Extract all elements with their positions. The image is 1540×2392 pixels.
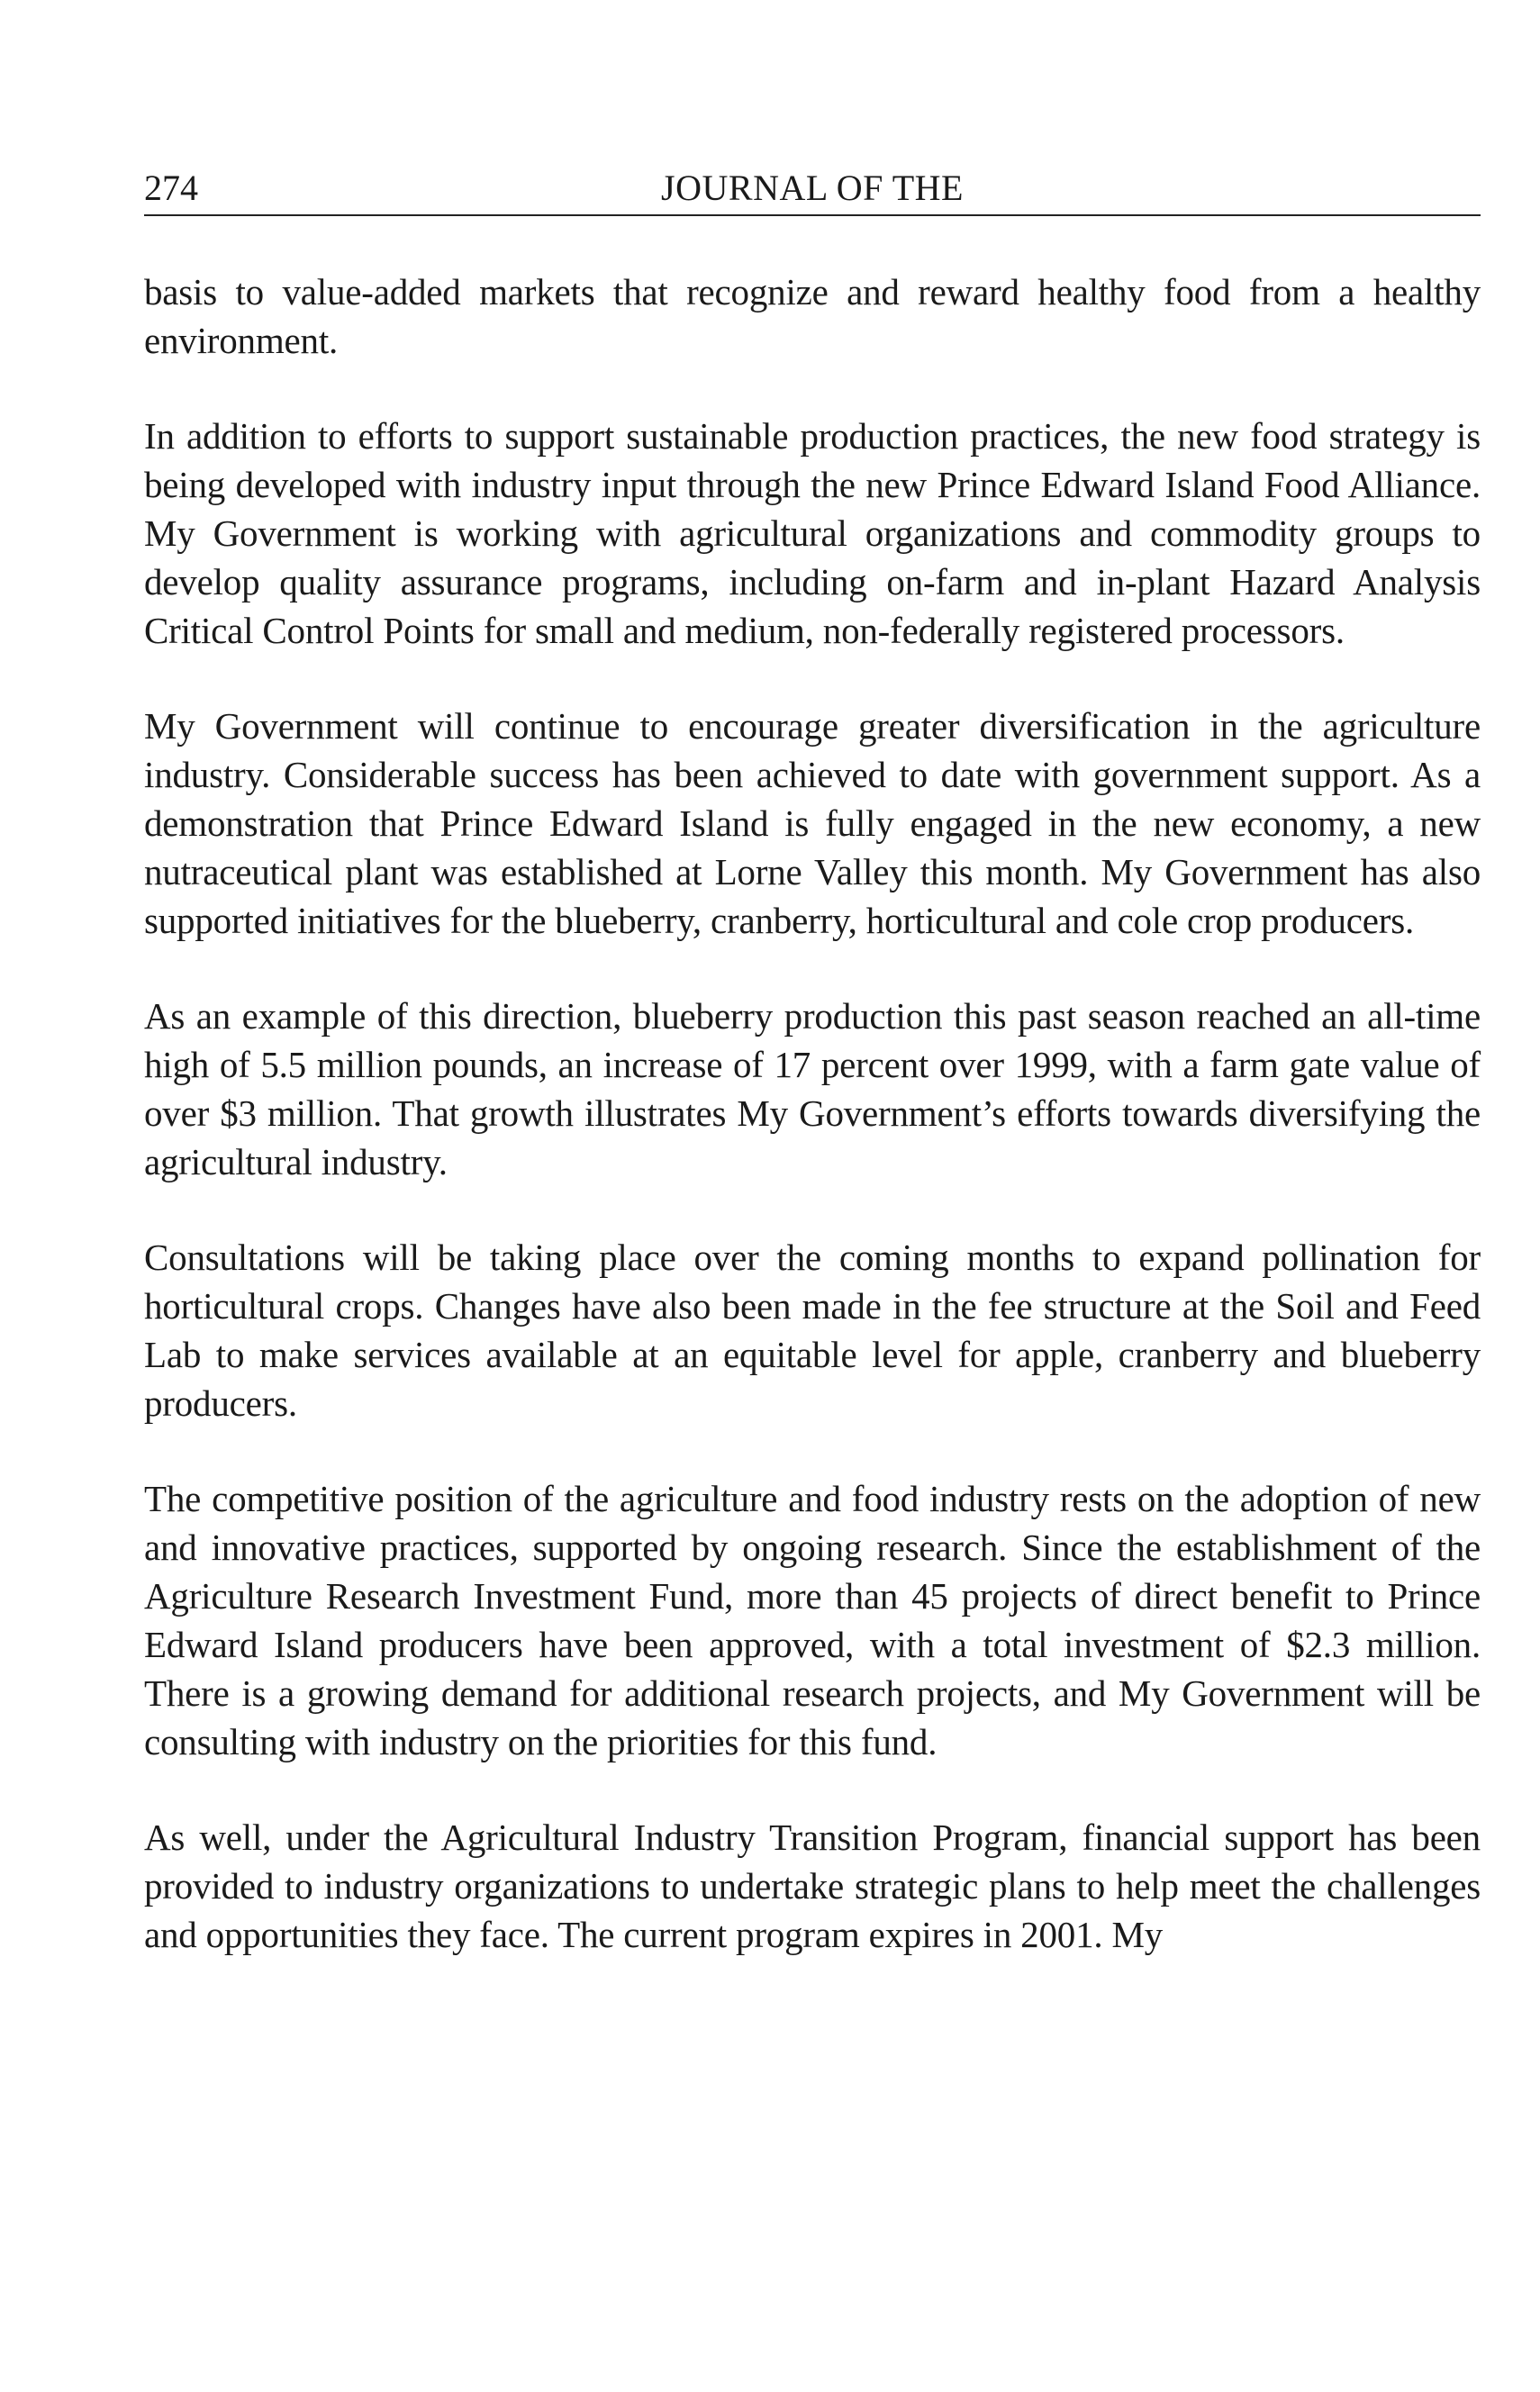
journal-title: JOURNAL OF THE xyxy=(661,168,964,208)
paragraph-continuation: basis to value-added markets that recognize and reward healthy food from a healthy environment. xyxy=(144,271,1481,361)
paragraph-diversification: My Government will continue to encourage greater diversification in the agriculture industry. Considerable success has been achieved to date with government support. As a demonstration that Prince Edward Island is fully engaged in the new economy, a new nutraceutical plant was established at Lorne Valley this month. My Government has also supported initiatives for the blueberry, cranberry, horticultural and cole crop producers. xyxy=(144,705,1481,941)
paragraph-blueberry-production: As an example of this direction, blueberry production this past season reached an all-time high of 5.5 million pounds, an increase of 17 percent over 1999, with a farm gate value of over $3 million. That growth illustrates My Government’s efforts towards diversifying the agricultural industry. xyxy=(144,995,1481,1182)
paragraph-transition-program: As well, under the Agricultural Industry Transition Program, financial support has been provided to industry organizations to undertake strategic plans to help meet the challenges and opportunities they face. The current program expires in 2001. My xyxy=(144,1817,1481,1955)
paragraph-food-strategy: In addition to efforts to support sustainable production practices, the new food strategy is being developed with industry input through the new Prince Edward Island Food Alliance. My Government is working with agricultural organizations and commodity groups to develop quality assurance programs, including on-farm and in-plant Hazard Analysis Critical Control Points for small and medium, non-federally registered processors. xyxy=(144,415,1481,651)
body-text xyxy=(144,267,1481,1959)
paragraph-research-fund: The competitive position of the agriculture and food industry rests on the adoption of new and innovative practices, supported by ongoing research. Since the establishment of the Agriculture Research Investment Fund, more than 45 projects of direct benefit to Prince Edward Island producers have been approved, with a total investment of $2.3 million. There is a growing demand for additional research projects, and My Government will be consulting with industry on the priorities for this fund. xyxy=(144,1478,1481,1762)
paragraph-pollination-consultations: Consultations will be taking place over the coming months to expand pollination for horticultural crops. Changes have also been made in the fee structure at the Soil and Feed Lab to make services available at an equitable level for apple, cranberry and blueberry producers. xyxy=(144,1237,1481,1424)
page-number: 274 xyxy=(144,168,198,208)
running-header xyxy=(144,160,1481,216)
